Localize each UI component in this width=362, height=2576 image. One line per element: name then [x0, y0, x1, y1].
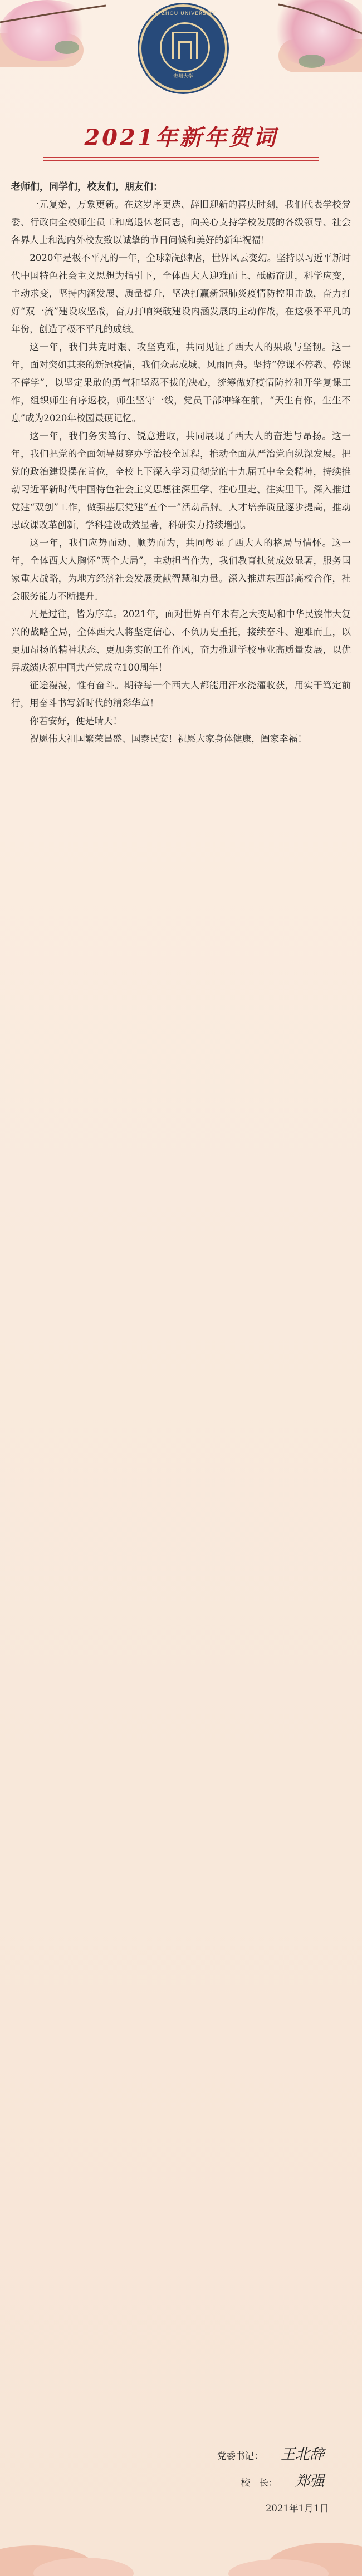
logo-english-text: GUIZHOU UNIVERSITY — [150, 11, 216, 17]
letter-body — [11, 178, 351, 748]
paragraph: 征途漫漫，惟有奋斗。期待每一个西大人都能用汗水浇灌收获，用实干笃定前行，用奋斗书写新时代的精彩华章！ — [11, 680, 351, 708]
paragraph: 这一年，我们应势而动、顺势而为，共同彰显了西大人的格局与情怀。这一年，全体西大人胸怀“两个大局”，主动担当作为，我们教育扶贫成效显著，服务国家重大战略，为地方经济社会发展贡献智慧和力量。深入推进东西部高校合作，社会服务能力不断提升。 — [11, 538, 351, 602]
paragraph: 这一年，我们共克时艰、攻坚克难，共同见证了西大人的果敢与坚韧。这一年，面对突如其来的新冠疫情，我们众志成城、风雨同舟。坚持“停课不停教、停课不停学”，以坚定果敢的勇气和坚忍不拔的决心，统筹做好疫情防控和开学复课工作，组织师生有序返校，师生坚守一线，党员干部冲锋在前，“天生有你，生生不息”成为2020年校园最硬记忆。 — [11, 342, 351, 423]
paragraph: 你若安好，便是晴天！ — [30, 716, 123, 726]
footer-cloud-decoration — [0, 2515, 362, 2576]
paragraph: 凡是过往，皆为序章。2021年，面对世界百年未有之大变局和中华民族伟大复兴的战略全局，全体西大人将坚定信心、不负历史重托，接续奋斗、迎难而上，以更加昂扬的精神状态、更加务实的工作作风，奋力推进学校事业高质量发展，以优异成绩庆祝中国共产党成立100周年！ — [11, 609, 351, 673]
title-underline — [43, 160, 319, 161]
university-logo — [139, 4, 227, 92]
letter-date: 2021年1月1日 — [265, 2503, 329, 2514]
logo-chinese-text: 贵州大学 — [173, 74, 193, 80]
header-decoration — [0, 0, 362, 111]
president-signature: 郑强 — [295, 2473, 324, 2490]
paragraph: 2020年是极不平凡的一年，全球新冠肆虐，世界风云变幻。坚持以习近平新时代中国特色社会主义思想为指引下，全体西大人迎难而上、砥砺奋进，科学应变，主动求变，坚持内涵发展、质量提升，坚决打赢新冠肺炎疫情防控阻击战，奋力打好“双一流”建设攻坚战，奋力打响突破建设内涵发展的主动作战，在这极不平凡的年份，创造了极不平凡的成绩。 — [11, 253, 351, 334]
paragraph: 祝愿伟大祖国繁荣昌盛、国泰民安！祝愿大家身体健康，阖家幸福！ — [30, 733, 307, 744]
page-title: 2021年新年贺词 — [84, 125, 278, 151]
president-label: 校 长： — [241, 2478, 278, 2488]
title-underline — [43, 157, 319, 158]
secretary-signature-row — [217, 2443, 324, 2464]
secretary-label: 党委书记： — [217, 2451, 263, 2461]
paragraph: 一元复始，万象更新。在这岁序更迭、辞旧迎新的喜庆时刻，我们代表学校党委、行政向全校师生员工和离退休老同志，向关心支持学校发展的各级领导、社会各界人士和海内外校友致以诚挚的节日问候和美好的新年祝福！ — [11, 199, 351, 245]
president-signature-row — [241, 2470, 324, 2490]
letter-greeting: 老师们，同学们，校友们，朋友们： — [11, 181, 163, 193]
secretary-signature: 王北辞 — [280, 2446, 324, 2463]
gate-icon — [172, 32, 198, 59]
paragraph: 这一年，我们务实笃行、锐意进取，共同展现了西大人的奋进与昂扬。这一年，我们把党的全面领导贯穿办学治校全过程，推动全面从严治党向纵深发展。把党的政治建设摆在首位，全校上下深入学习贯彻党的十九届五中全会精神，持续推动习近平新时代中国特色社会主义思想往深里学、往心里走、往实里干。深入推进党建“双创”工作，做强基层党建“五个一”活动品牌。人才培养质量逐步提高，推动思政课改革创新，学科建设成效显著，科研实力持续增强。 — [11, 431, 351, 530]
